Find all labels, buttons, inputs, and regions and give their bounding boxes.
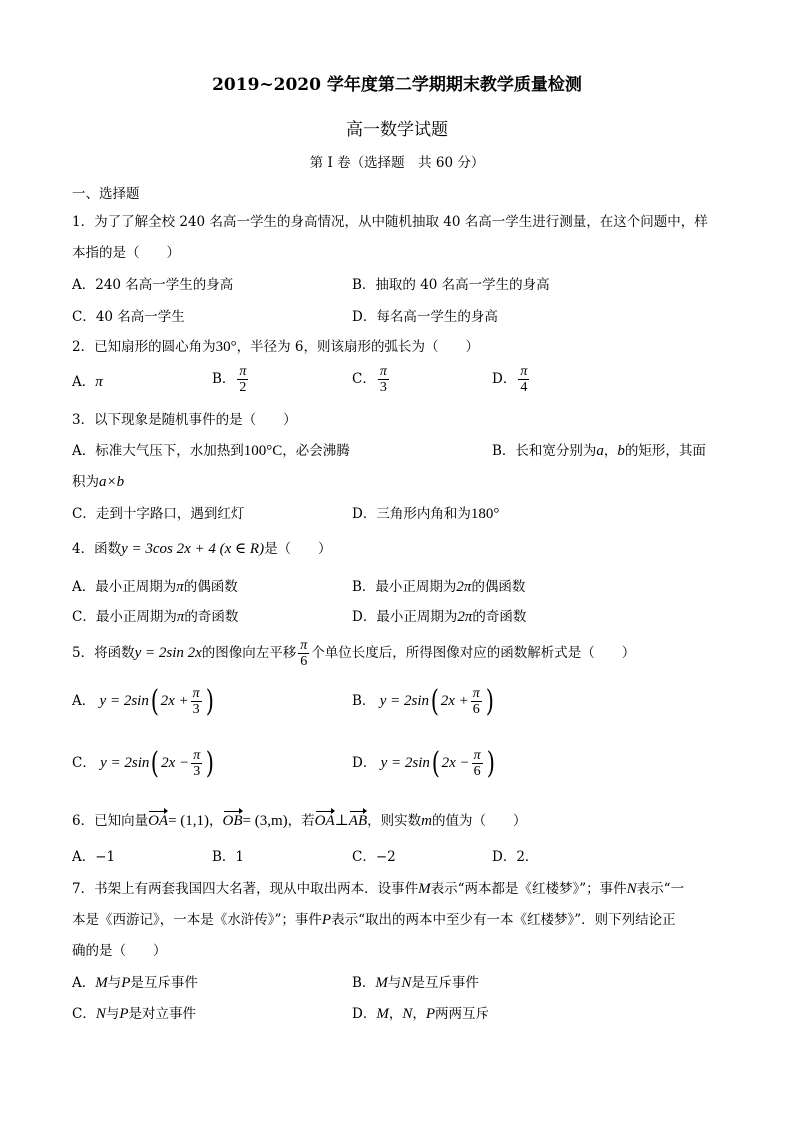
q5-c-fraction (191, 748, 202, 779)
q2-b-den: 2 (239, 380, 247, 395)
q2-stem-pre: 2．已知扇形的圆心角为 (72, 339, 216, 355)
q5-stem (72, 638, 635, 669)
q1-option-c: C．40 名高一学生 (72, 309, 185, 325)
q7-event-p: P (321, 912, 332, 928)
q5-b-label: B． (352, 693, 376, 709)
q5-b-rparen: ) (485, 683, 494, 719)
q7-d-m1: M (376, 1006, 389, 1022)
q3-d-value: 180° (470, 506, 500, 522)
q3-a-pre: A．标准大气压下，水加热到 (72, 443, 244, 459)
q7-line1-pre: 7．书架上有两套我国四大名著，现从中取出两本．设事件 (72, 881, 419, 897)
q2-c-num: π (379, 364, 387, 379)
q6-vector-ab: AB (348, 813, 368, 829)
q1-option-b: B．抽取的 40 名高一学生的身高 (352, 277, 550, 293)
q4-b-post: 的偶函数 (471, 579, 526, 595)
q7-stem-line1 (72, 880, 684, 898)
q7-line2-post: 表示“取出的两本中至少有一本《红楼梦》”．则下列结论正 (331, 912, 676, 928)
q7-b-mid: 与 (387, 975, 402, 991)
q6-oa-value: = (1,1) (168, 813, 210, 829)
q7-a-mid: 与 (107, 975, 122, 991)
q7-option-d (352, 1005, 489, 1023)
q3-d-pre: D．三角形内角和为 (352, 506, 471, 522)
volume-heading: 第 I 卷（选择题 共 60 分） (309, 155, 485, 171)
q5-stem-pre: 5．将函数 (72, 645, 135, 661)
q5-d-inner: 2x − (441, 755, 470, 771)
q5-c-lparen: ( (151, 745, 160, 781)
q2-c-fraction (378, 364, 389, 395)
q7-line2-pre: 本是《西游记》，一本是《水浒传》”；事件 (72, 912, 322, 928)
q2-b-num: π (239, 364, 247, 379)
q6-m: m (421, 813, 432, 829)
q4-option-d (352, 608, 526, 626)
q4-function: y = 3cos 2x + 4 (x ∈ R) (121, 541, 265, 557)
q7-event-m: M (418, 881, 431, 897)
q5-b-lparen: ( (430, 683, 439, 719)
q5-d-fraction (472, 748, 483, 779)
q5-a-label: A． (72, 693, 96, 709)
q3-b-line2-pre: 积为 (72, 474, 99, 490)
q5-a-prefix: y = 2sin (99, 693, 149, 709)
q7-c-m2: P (119, 1006, 129, 1022)
q4-c-pre: C．最小正周期为 (72, 609, 177, 625)
q2-d-fraction (518, 364, 529, 395)
exam-title: 2019~2020 学年度第二学期期末教学质量检测 (212, 75, 582, 95)
q3-b-sep: ， (603, 443, 618, 459)
q2-a-value: π (95, 374, 103, 390)
q7-option-b (352, 974, 479, 992)
q2-c-den: 3 (379, 380, 387, 395)
q7-a-post: 是互斥事件 (130, 975, 198, 991)
q2-d-den: 4 (520, 380, 528, 395)
q5-c-num: π (193, 748, 201, 763)
q3-b-b: b (617, 443, 625, 459)
q2-d-num: π (520, 364, 528, 379)
q5-d-den: 6 (473, 764, 481, 779)
q7-line1-mid: 表示“两本都是《红楼梦》”；事件 (430, 881, 627, 897)
q6-stem-pre: 6．已知向量 (72, 813, 149, 829)
q7-b-m2: N (401, 975, 412, 991)
q5-shift-num: π (300, 638, 308, 653)
q1-stem-line1: 1．为了了解全校 240 名高一学生的身高情况，从中随机抽取 40 名高一学生进行测量，在这个问题中，样 (72, 214, 708, 230)
q4-d-math: 2π (457, 609, 473, 625)
q1-option-a: A．240 名高一学生的身高 (72, 277, 234, 293)
q5-b-den: 6 (472, 702, 480, 717)
q6-vector-oa-2: OA (314, 813, 335, 829)
q5-option-c (72, 745, 216, 781)
q5-d-prefix: y = 2sin (380, 755, 430, 771)
q2-b-label: B． (212, 371, 236, 387)
q7-option-c (72, 1005, 196, 1023)
q5-c-inner: 2x − (161, 755, 190, 771)
q6-sep: ， (209, 813, 223, 829)
q7-event-n: N (626, 881, 637, 897)
q5-option-a (72, 683, 215, 719)
q7-d-post: 两两互斥 (435, 1006, 490, 1022)
q3-option-c: C．走到十字路口，遇到红灯 (72, 506, 245, 522)
q3-a-post: ，必会沸腾 (282, 443, 350, 459)
q7-c-label: C． (72, 1006, 96, 1022)
q5-c-label: C． (72, 755, 96, 771)
q2-d-label: D． (492, 371, 517, 387)
q4-a-post: 的偶函数 (183, 579, 238, 595)
q7-line1-post: 表示“一 (636, 881, 685, 897)
q1-stem-line2: 本指的是（ ） (72, 245, 180, 261)
q5-d-lparen: ( (431, 745, 440, 781)
q5-a-inner: 2x + (160, 693, 189, 709)
q7-a-label: A． (72, 975, 96, 991)
q5-stem-mid: 的图像向左平移 (201, 645, 297, 661)
q3-option-d (352, 505, 499, 523)
q2-b-fraction (237, 364, 248, 395)
q6-stem (72, 812, 526, 830)
q6-option-b: B．1 (212, 849, 245, 865)
q2-option-d (492, 364, 531, 395)
q5-c-den: 3 (193, 764, 201, 779)
q7-c-m1: N (95, 1006, 106, 1022)
q7-option-a (72, 974, 198, 992)
q5-a-rparen: ) (205, 683, 214, 719)
q4-b-pre: B．最小正周期为 (352, 579, 457, 595)
q6-option-a: A．−1 (72, 849, 116, 865)
q5-c-prefix: y = 2sin (100, 755, 150, 771)
q5-option-b (352, 683, 496, 719)
q2-option-c (352, 364, 391, 395)
q6-perp-symbol: ⊥ (334, 813, 349, 829)
q7-c-post: 是对立事件 (128, 1006, 197, 1022)
q3-b-pre: B．长和宽分别为 (492, 443, 597, 459)
q2-stem (72, 338, 479, 356)
q5-option-d (352, 745, 496, 781)
q4-c-post: 的奇函数 (184, 609, 239, 625)
q3-b-post: 的矩形，其面 (624, 443, 706, 459)
q7-a-m2: P (121, 975, 131, 991)
q2-option-b (212, 364, 250, 395)
q6-stem-mid: ，则实数 (367, 813, 422, 829)
q4-option-b (352, 578, 525, 596)
q3-option-a (72, 442, 350, 460)
q5-c-rparen: ) (205, 745, 215, 781)
q6-vector-ob: OB (222, 813, 243, 829)
q5-d-label: D． (352, 755, 377, 771)
q6-option-c: C．−2 (352, 849, 396, 865)
q3-b-a: a (596, 443, 604, 459)
q3-a-temp: 100°C (243, 443, 283, 459)
q4-c-math: π (176, 609, 185, 625)
q7-b-label: B． (352, 975, 376, 991)
q7-d-sep1: ， (388, 1006, 403, 1022)
q2-c-label: C． (352, 371, 376, 387)
q6-ob-value: = (3,m) (242, 813, 288, 829)
q5-a-den: 3 (192, 702, 200, 717)
q4-b-math: 2π (456, 579, 472, 595)
q6-stem-post: 的值为（ ） (431, 813, 527, 829)
q4-a-pre: A．最小正周期为 (72, 579, 177, 595)
q4-a-math: π (176, 579, 184, 595)
q3-b-line2-math: a×b (99, 474, 125, 490)
q6-vector-oa: OA (148, 813, 169, 829)
q7-stem-line3: 确的是（ ） (72, 943, 167, 959)
q7-a-m1: M (95, 975, 108, 991)
q5-b-num: π (472, 686, 480, 701)
q4-option-a (72, 578, 238, 596)
q5-shift-fraction (298, 638, 309, 669)
q2-angle: 30° (215, 339, 237, 355)
q4-d-pre: D．最小正周期为 (352, 609, 458, 625)
q2-a-label: A． (72, 374, 96, 390)
q7-d-label: D． (352, 1006, 377, 1022)
q4-d-post: 的奇函数 (472, 609, 527, 625)
q7-c-mid: 与 (105, 1006, 120, 1022)
q5-shift-den: 6 (300, 654, 308, 669)
exam-subtitle: 高一数学试题 (346, 120, 448, 140)
q3-stem: 3．以下现象是随机事件的是（ ） (72, 412, 297, 428)
q4-stem (72, 540, 332, 558)
q5-b-fraction (471, 686, 482, 717)
q3-option-b-line2 (72, 473, 124, 491)
q5-a-fraction (191, 686, 202, 717)
q5-b-prefix: y = 2sin (379, 693, 430, 709)
q5-d-rparen: ) (486, 745, 495, 781)
q7-b-m1: M (375, 975, 388, 991)
q7-d-sep2: ， (412, 1006, 426, 1022)
q5-d-num: π (473, 748, 481, 763)
q7-stem-line2 (72, 911, 676, 929)
q2-stem-mid: ，半径为 6，则该扇形的弧长为（ ） (236, 339, 479, 355)
q2-option-a (72, 373, 103, 391)
q3-option-b (492, 442, 706, 460)
q4-stem-pre: 4．函数 (72, 541, 122, 557)
q5-b-inner: 2x + (440, 693, 469, 709)
q4-option-c (72, 608, 238, 626)
q5-a-lparen: ( (150, 683, 159, 719)
q5-stem-post: 个单位长度后，所得图像对应的函数解析式是（ ） (311, 645, 636, 661)
section-title: 一、选择题 (72, 186, 140, 202)
q7-d-m3: P (425, 1006, 436, 1022)
q4-stem-post: 是（ ） (264, 541, 332, 557)
q6-option-d: D．2． (492, 849, 539, 865)
q6-cond: ，若 (287, 813, 315, 829)
q5-a-num: π (192, 686, 200, 701)
q1-option-d: D．每名高一学生的身高 (352, 309, 498, 325)
q7-d-m2: N (402, 1006, 413, 1022)
q5-function: y = 2sin 2x (134, 645, 202, 661)
q7-b-post: 是互斥事件 (411, 975, 479, 991)
